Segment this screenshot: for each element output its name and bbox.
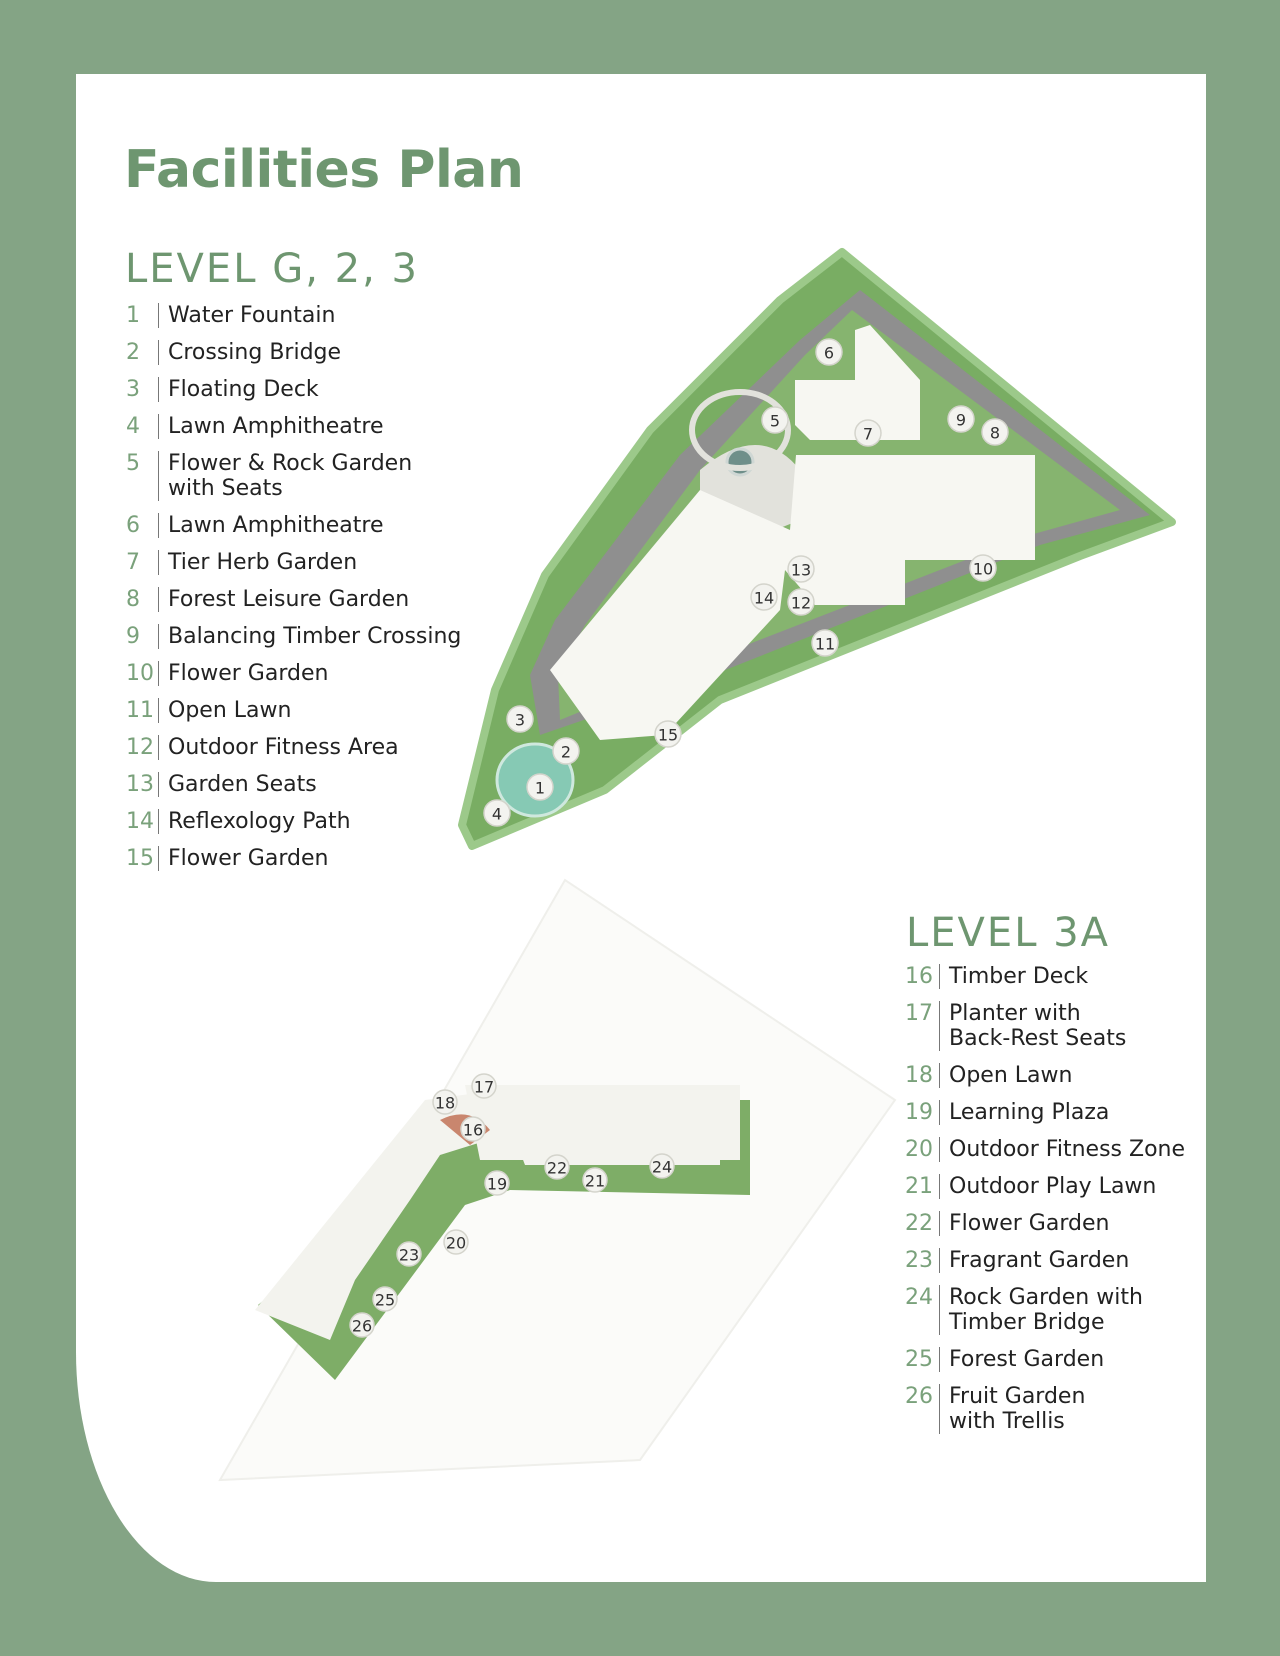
map-marker bbox=[461, 1117, 485, 1141]
legend-label: Balancing Timber Crossing bbox=[158, 624, 461, 649]
legend-label: Crossing Bridge bbox=[158, 340, 341, 365]
legend-label: Flower Garden bbox=[939, 1211, 1109, 1236]
map-marker bbox=[553, 738, 579, 764]
map-marker-number: 9 bbox=[955, 410, 967, 430]
legend-number: 26 bbox=[905, 1384, 933, 1409]
legend-label: Planter with Back-Rest Seats bbox=[939, 1001, 1126, 1051]
legend-label: Outdoor Play Lawn bbox=[939, 1174, 1156, 1199]
map-marker-number: 12 bbox=[790, 593, 812, 613]
legend-number: 15 bbox=[126, 846, 154, 871]
map-marker-number: 16 bbox=[462, 1120, 484, 1140]
legend-number: 1 bbox=[126, 303, 140, 328]
map-marker bbox=[485, 1171, 509, 1195]
legend-label: Learning Plaza bbox=[939, 1100, 1109, 1125]
map-marker-number: 25 bbox=[374, 1290, 396, 1310]
map-marker bbox=[583, 1168, 607, 1192]
map-marker bbox=[948, 406, 974, 432]
map-marker-number: 1 bbox=[534, 778, 546, 798]
legend-label: Open Lawn bbox=[158, 698, 291, 723]
map-marker bbox=[855, 420, 881, 446]
map-marker bbox=[655, 721, 681, 747]
level-3a-heading: LEVEL 3A bbox=[906, 910, 1111, 956]
legend-label: Floating Deck bbox=[158, 377, 319, 402]
legend-label: Fragrant Garden bbox=[939, 1248, 1129, 1273]
map-marker-number: 15 bbox=[657, 725, 679, 745]
legend-label: Outdoor Fitness Zone bbox=[939, 1137, 1185, 1162]
page-title: Facilities Plan bbox=[124, 140, 524, 200]
legend-number: 11 bbox=[126, 698, 154, 723]
map-marker-number: 11 bbox=[814, 634, 836, 654]
map-marker bbox=[650, 1154, 674, 1178]
map-marker bbox=[507, 706, 533, 732]
legend-number: 21 bbox=[905, 1174, 933, 1199]
legend-label: Tier Herb Garden bbox=[158, 550, 357, 575]
legend-number: 23 bbox=[905, 1248, 933, 1273]
map-marker-number: 26 bbox=[351, 1316, 373, 1336]
legend-number: 18 bbox=[905, 1063, 933, 1088]
legend-label: Flower & Rock Garden with Seats bbox=[158, 451, 412, 501]
map-marker bbox=[527, 774, 553, 800]
map-marker bbox=[350, 1313, 374, 1337]
legend-label: Timber Deck bbox=[939, 964, 1088, 989]
legend-number: 16 bbox=[905, 964, 933, 989]
legend-label: Garden Seats bbox=[158, 772, 317, 797]
legend-label: Flower Garden bbox=[158, 661, 328, 686]
level-3a-building-north bbox=[462, 1085, 740, 1160]
legend-number: 17 bbox=[905, 1001, 933, 1026]
fountain-feature bbox=[727, 449, 753, 475]
map-marker bbox=[982, 419, 1008, 445]
legend-number: 13 bbox=[126, 772, 154, 797]
map-marker bbox=[788, 589, 814, 615]
legend-label: Lawn Amphitheatre bbox=[158, 513, 383, 538]
map-marker-number: 22 bbox=[546, 1158, 568, 1178]
legend-label: Flower Garden bbox=[158, 846, 328, 871]
legend-number: 19 bbox=[905, 1100, 933, 1125]
legend-number: 7 bbox=[126, 550, 140, 575]
legend-number: 14 bbox=[126, 809, 154, 834]
map-marker-number: 24 bbox=[651, 1157, 673, 1177]
legend-label: Water Fountain bbox=[158, 303, 335, 328]
legend-number: 25 bbox=[905, 1347, 933, 1372]
map-marker bbox=[812, 630, 838, 656]
map-marker-number: 6 bbox=[823, 343, 835, 363]
legend-number: 2 bbox=[126, 340, 140, 365]
map-marker bbox=[788, 556, 814, 582]
level-g-site-plan bbox=[462, 252, 1172, 846]
level-g-heading: LEVEL G, 2, 3 bbox=[125, 246, 419, 292]
legend-label: Fruit Garden with Trellis bbox=[939, 1384, 1085, 1434]
legend-number: 12 bbox=[126, 735, 154, 760]
legend-number: 24 bbox=[905, 1285, 933, 1310]
map-marker-number: 20 bbox=[445, 1233, 467, 1253]
map-marker-number: 13 bbox=[790, 560, 812, 580]
map-marker-number: 17 bbox=[473, 1077, 495, 1097]
map-marker-number: 4 bbox=[491, 804, 503, 824]
map-marker-number: 23 bbox=[398, 1245, 420, 1265]
map-marker-number: 2 bbox=[560, 742, 572, 762]
map-marker bbox=[762, 407, 788, 433]
map-marker-number: 14 bbox=[753, 588, 775, 608]
map-marker bbox=[484, 800, 510, 826]
legend-number: 10 bbox=[126, 661, 154, 686]
map-marker bbox=[397, 1242, 421, 1266]
map-marker-number: 7 bbox=[862, 424, 874, 444]
legend-number: 5 bbox=[126, 451, 140, 476]
legend-number: 4 bbox=[126, 414, 140, 439]
legend-label: Outdoor Fitness Area bbox=[158, 735, 399, 760]
map-marker bbox=[373, 1287, 397, 1311]
map-marker-number: 18 bbox=[434, 1093, 456, 1113]
legend-number: 3 bbox=[126, 377, 140, 402]
legend-label: Forest Leisure Garden bbox=[158, 587, 409, 612]
map-marker-number: 8 bbox=[989, 423, 1001, 443]
legend-number: 22 bbox=[905, 1211, 933, 1236]
legend-label: Rock Garden with Timber Bridge bbox=[939, 1285, 1143, 1335]
map-marker-number: 21 bbox=[584, 1171, 606, 1191]
map-marker bbox=[545, 1155, 569, 1179]
legend-number: 20 bbox=[905, 1137, 933, 1162]
map-marker-number: 10 bbox=[972, 559, 994, 579]
map-marker bbox=[816, 339, 842, 365]
legend-number: 8 bbox=[126, 587, 140, 612]
map-marker bbox=[970, 555, 996, 581]
map-marker-number: 5 bbox=[769, 411, 781, 431]
map-marker bbox=[751, 584, 777, 610]
legend-label: Open Lawn bbox=[939, 1063, 1072, 1088]
legend-label: Forest Garden bbox=[939, 1347, 1104, 1372]
legend-number: 9 bbox=[126, 624, 140, 649]
map-marker bbox=[472, 1074, 496, 1098]
level-3a-site-plan bbox=[220, 880, 895, 1480]
map-marker bbox=[444, 1230, 468, 1254]
map-marker-number: 3 bbox=[514, 710, 526, 730]
legend-number: 6 bbox=[126, 513, 140, 538]
legend-label: Reflexology Path bbox=[158, 809, 351, 834]
legend-label: Lawn Amphitheatre bbox=[158, 414, 383, 439]
map-marker bbox=[433, 1090, 457, 1114]
map-marker-number: 19 bbox=[486, 1174, 508, 1194]
